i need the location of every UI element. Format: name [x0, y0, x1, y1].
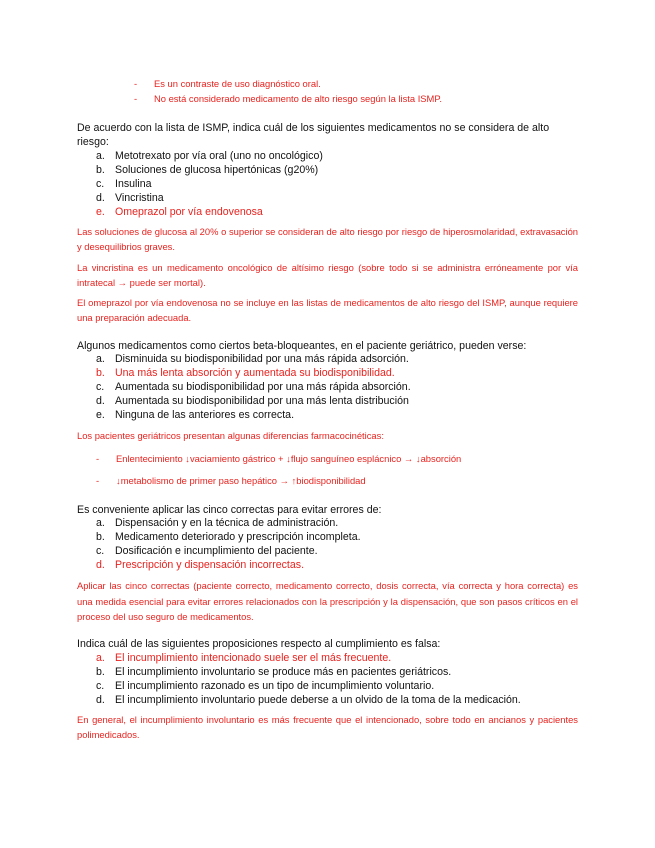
option-2e: e. Ninguna de las anteriores es correcta. — [96, 409, 295, 421]
option-1e-correct: e. Omeprazol por vía endovenosa — [96, 206, 263, 218]
explanation-3: Aplicar las cinco correctas (paciente correcto, medicamento correcto, dosis correcta, vía correcta y hora correcta) es una medida esencial para evitar errores relacionados con la prescripción y la dispensación, que son pasos críticos en el proceso del uso seguro de medicamentos. — [77, 580, 578, 623]
bullet-dash: - — [134, 78, 138, 89]
explanation-2-bullet: - ↓metabolismo de primer paso hepático → ↑biodisponibilidad — [96, 475, 366, 486]
option-4d: d. El incumplimiento involuntario puede deberse a un olvido de la toma de la medicación. — [96, 694, 521, 706]
option-1c: c. Insulina — [96, 178, 152, 190]
option-2b-correct: b. Una más lenta absorción y aumentada su biodisponibilidad. — [96, 367, 395, 379]
explanation-1c: El omeprazol por vía endovenosa no se incluye en las listas de medicamentos de alto riesgo del ISMP, aunque requiere una preparación adecuada. — [77, 297, 578, 323]
option-3a: a. Dispensación y en la técnica de administración. — [96, 517, 339, 529]
option-3d-correct: d. Prescripción y dispensación incorrectas. — [96, 559, 305, 571]
option-2d: d. Aumentada su biodisponibilidad por una más lenta distribución — [96, 395, 409, 407]
option-4b: b. El incumplimiento involuntario se produce más en pacientes geriátricos. — [96, 666, 452, 678]
option-1b: b. Soluciones de glucosa hipertónicas (g20%) — [96, 164, 319, 176]
explanation-2-bullet: - Enlentecimiento ↓vaciamiento gástrico + ↓flujo sanguíneo esplácnico → ↓absorción — [96, 453, 462, 464]
option-2c: c. Aumentada su biodisponibilidad por una más rápida absorción. — [96, 381, 411, 393]
question-3: Es conveniente aplicar las cinco correctas para evitar errores de: — [77, 504, 382, 516]
explanation-4: En general, el incumplimiento involuntario es más frecuente que el intencionado, sobre todo en ancianos y pacientes polimedicados. — [77, 714, 578, 740]
explanation-2: Los pacientes geriátricos presentan algunas diferencias farmacocinéticas: — [77, 430, 384, 441]
top-bullet: - Es un contraste de uso diagnóstico oral. — [134, 78, 321, 89]
explanation-1b: La vincristina es un medicamento oncológico de altísimo riesgo (sobre todo si se administra erróneamente por vía intratecal → puede ser mortal). — [77, 262, 578, 288]
option-4a-correct: a. El incumplimiento intencionado suele ser el más frecuente. — [96, 652, 392, 664]
option-2a: a. Disminuida su biodisponibilidad por una más rápida adsorción. — [96, 353, 409, 365]
option-1d: d. Vincristina — [96, 192, 164, 204]
option-4c: c. El incumplimiento razonado es un tipo de incumplimiento voluntario. — [96, 680, 435, 692]
explanation-1a: Las soluciones de glucosa al 20% o superior se consideran de alto riesgo por riesgo de hiperosmolaridad, extravasación y desequilibrios graves. — [77, 226, 578, 252]
top-bullet: - No está considerado medicamento de alto riesgo según la lista ISMP. — [134, 93, 443, 104]
option-3c: c. Dosificación e incumplimiento del paciente. — [96, 545, 318, 557]
option-1a: a. Metotrexato por vía oral (uno no oncológico) — [96, 150, 323, 162]
question-2: Algunos medicamentos como ciertos beta-bloqueantes, en el paciente geriátrico, pueden verse: — [77, 340, 527, 352]
option-3b: b. Medicamento deteriorado y prescripción incompleta. — [96, 531, 361, 543]
bullet-dash: - — [134, 93, 138, 104]
bullet-dash: - — [96, 453, 100, 464]
question-1: De acuerdo con la lista de ISMP, indica cuál de los siguientes medicamentos no se considera de alto riesgo: — [77, 122, 550, 148]
question-4: Indica cuál de las siguientes proposiciones respecto al cumplimiento es falsa: — [77, 638, 441, 650]
bullet-dash: - — [96, 475, 100, 486]
